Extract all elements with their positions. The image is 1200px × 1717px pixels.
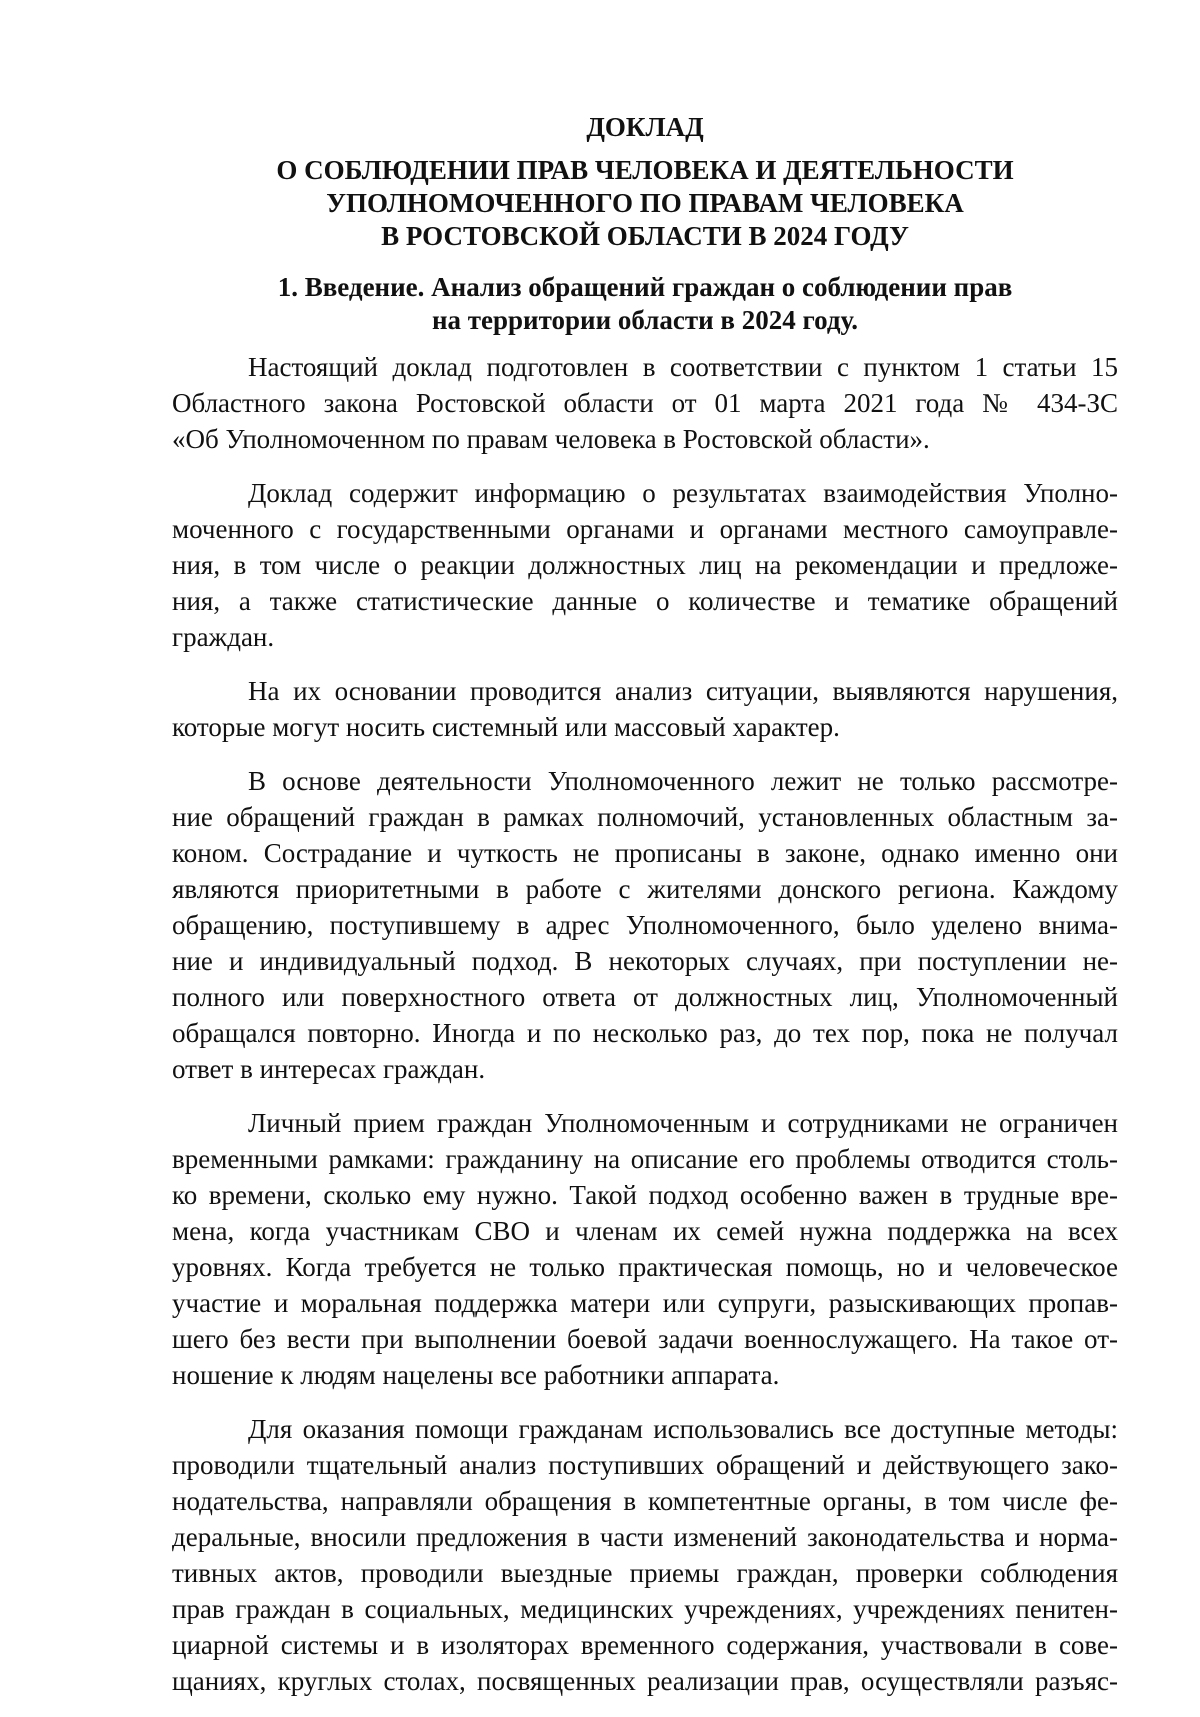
paragraph-line: щаниях, круглых столах, посвященных реализации прав, осуществляли разъяс- <box>172 1666 1118 1696</box>
paragraph-line: граждан. <box>172 622 275 652</box>
paragraph-line: временными рамками: гражданину на описание его проблемы отводится столь- <box>172 1144 1118 1174</box>
paragraph-line: Личный прием граждан Уполномоченным и сотрудниками не ограничен <box>248 1108 1118 1138</box>
document-title: ДОКЛАД <box>586 112 704 142</box>
body-paragraph <box>172 1411 1118 1699</box>
paragraph-line: нодательства, направляли обращения в компетентные органы, в том числе фе- <box>172 1486 1118 1516</box>
paragraph-line: моченного с государственными органами и органами местного самоуправле- <box>172 514 1118 544</box>
body-text <box>172 349 1118 1699</box>
paragraph-line: шего без вести при выполнении боевой задачи военнослужащего. На такое от- <box>172 1324 1118 1354</box>
body-paragraph <box>172 763 1118 1087</box>
paragraph-line: обращался повторно. Иногда и по несколько раз, до тех пор, пока не получал <box>172 1018 1118 1048</box>
paragraph-line: которые могут носить системный или массовый характер. <box>172 712 840 742</box>
paragraph-line: ношение к людям нацелены все работники аппарата. <box>172 1360 780 1390</box>
paragraph-line: В основе деятельности Уполномоченного лежит не только рассмотре- <box>248 766 1118 796</box>
paragraph-line: деральные, вносили предложения в части изменений законодательства и норма- <box>172 1522 1118 1552</box>
section-heading-line: на территории области в 2024 году. <box>431 305 859 335</box>
subtitle-line: В РОСТОВСКОЙ ОБЛАСТИ В 2024 ГОДУ <box>381 221 909 251</box>
paragraph-line: ния, а также статистические данные о количестве и тематике обращений <box>172 586 1118 616</box>
body-paragraph <box>172 349 1118 457</box>
paragraph-line: являются приоритетными в работе с жителями донского региона. Каждому <box>172 874 1118 904</box>
paragraph-line: коном. Сострадание и чуткость не прописаны в законе, однако именно они <box>172 838 1118 868</box>
paragraph-line: ответ в интересах граждан. <box>172 1054 486 1084</box>
paragraph-line: прав граждан в социальных, медицинских учреждениях, учреждениях пенитен- <box>172 1594 1118 1624</box>
section-heading <box>172 271 1118 337</box>
paragraph-line: тивных актов, проводили выездные приемы граждан, проверки соблюдения <box>172 1558 1118 1588</box>
paragraph-line: «Об Уполномоченном по правам человека в Ростовской области». <box>172 424 930 454</box>
paragraph-line: Доклад содержит информацию о результатах взаимодействия Уполно- <box>248 478 1118 508</box>
paragraph-line: уровнях. Когда требуется не только практическая помощь, но и человеческое <box>172 1252 1118 1282</box>
paragraph-line: циарной системы и в изоляторах временного содержания, участвовали в сове- <box>172 1630 1118 1660</box>
paragraph-line: На их основании проводится анализ ситуации, выявляются нарушения, <box>248 676 1118 706</box>
document-subtitle <box>172 154 1118 253</box>
paragraph-line: полного или поверхностного ответа от должностных лиц, Уполномоченный <box>172 982 1118 1012</box>
paragraph-line: проводили тщательный анализ поступивших обращений и действующего зако- <box>172 1450 1118 1480</box>
body-paragraph <box>172 1105 1118 1393</box>
paragraph-line: ко времени, сколько ему нужно. Такой подход особенно важен в трудные вре- <box>172 1180 1118 1210</box>
body-paragraph <box>172 475 1118 655</box>
paragraph-line: ние обращений граждан в рамках полномочий, установленных областным за- <box>172 802 1118 832</box>
paragraph-line: Областного закона Ростовской области от 01 марта 2021 года № 434-ЗС <box>172 388 1118 418</box>
subtitle-line: О СОБЛЮДЕНИИ ПРАВ ЧЕЛОВЕКА И ДЕЯТЕЛЬНОСТИ <box>276 155 1014 185</box>
paragraph-line: Для оказания помощи гражданам использовались все доступные методы: <box>248 1414 1118 1444</box>
paragraph-line: ния, в том числе о реакции должностных лиц на рекомендации и предложе- <box>172 550 1118 580</box>
subtitle-line: УПОЛНОМОЧЕННОГО ПО ПРАВАМ ЧЕЛОВЕКА <box>326 188 964 218</box>
paragraph-line: Настоящий доклад подготовлен в соответствии с пунктом 1 статьи 15 <box>248 352 1118 382</box>
paragraph-line: участие и моральная поддержка матери или супруги, разыскивающих пропав- <box>172 1288 1118 1318</box>
paragraph-line: обращению, поступившему в адрес Уполномоченного, было уделено внима- <box>172 910 1118 940</box>
section-heading-line: 1. Введение. Анализ обращений граждан о соблюдении прав <box>277 272 1013 302</box>
body-paragraph <box>172 673 1118 745</box>
paragraph-line: ние и индивидуальный подход. В некоторых случаях, при поступлении не- <box>172 946 1118 976</box>
paragraph-line: мена, когда участникам СВО и членам их семей нужна поддержка на всех <box>172 1216 1118 1246</box>
document-page <box>172 110 1118 1717</box>
